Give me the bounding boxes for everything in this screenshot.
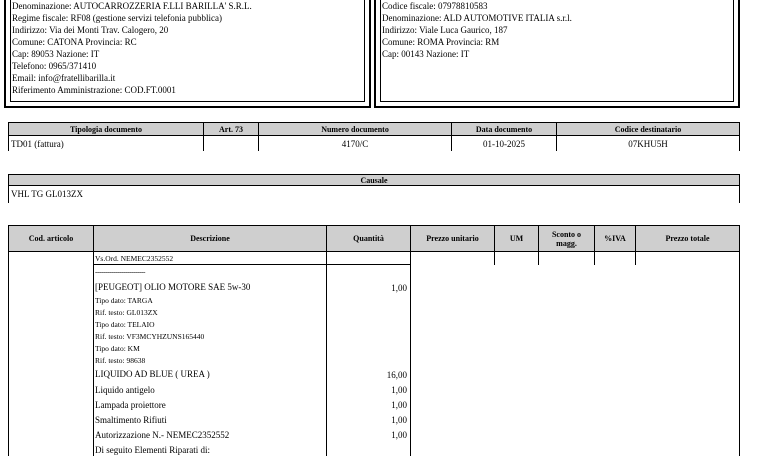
item-5-quantita: 1,00 (391, 415, 407, 425)
item-1-dettaglio: Tipo dato: TARGA (95, 296, 153, 305)
cessionario-cap: Cap: 00143 Nazione: IT (382, 49, 470, 59)
ordine-riferimento: Vs.Ord. NEMEC2352552 (95, 254, 174, 263)
col-line (594, 252, 595, 265)
cessionario-comune: Comune: ROMA Provincia: RM (382, 37, 500, 47)
col-prezzo-unitario: Prezzo unitario (411, 226, 495, 251)
col-descrizione: Descrizione (94, 226, 327, 251)
separatore: ------------------------- (95, 267, 145, 276)
header-tipologia: Tipologia documento (9, 123, 204, 136)
cessionario-box (374, 0, 740, 108)
col-um: UM (495, 226, 539, 251)
item-1-quantita: 1,00 (391, 283, 407, 293)
header-data: Data documento (452, 123, 557, 136)
item-6-descrizione: Autorizzazione N.- NEMEC2352552 (95, 430, 230, 440)
item-1-descrizione: [PEUGEOT] OLIO MOTORE SAE 5w-30 (95, 282, 251, 292)
item-3-descrizione: Liquido antigelo (95, 385, 155, 395)
item-1-dettaglio: Rif. testo: GL013ZX (95, 308, 158, 317)
item-4-descrizione: Lampada proiettore (95, 400, 166, 410)
cessionario-indirizzo: Indirizzo: Viale Luca Gaurico, 187 (382, 25, 508, 35)
doc-tipologia: TD01 (fattura) (9, 136, 204, 152)
cedente-comune: Comune: CATONA Provincia: RC (12, 37, 137, 47)
col-line (410, 252, 411, 456)
item-6-quantita: 1,00 (391, 430, 407, 440)
cessionario-denominazione: Denominazione: ALD AUTOMOTIVE ITALIA s.r.l. (382, 13, 572, 23)
cessionario-codice-fiscale: Codice fiscale: 07978810583 (382, 1, 488, 11)
header-codice-destinatario: Codice destinatario (557, 123, 740, 136)
causale-value: VHL TG GL013ZX (8, 186, 740, 203)
righe-header (8, 225, 740, 252)
documento-table (8, 122, 740, 151)
cedente-cap: Cap: 89053 Nazione: IT (12, 49, 100, 59)
cedente-denominazione: Denominazione: AUTOCARROZZERIA F.LLI BARILLA' S.R.L. (12, 1, 252, 11)
cedente-email: Email: info@fratellibarilla.it (12, 73, 116, 83)
header-art73: Art. 73 (204, 123, 259, 136)
causale-header: Causale (8, 174, 740, 186)
row-separator (93, 264, 410, 265)
col-prezzo-totale: Prezzo totale (665, 234, 710, 243)
doc-numero: 4170/C (259, 136, 452, 152)
col-line (635, 252, 636, 265)
item-4-quantita: 1,00 (391, 400, 407, 410)
col-quantita: Quantità (327, 226, 411, 251)
item-1-dettaglio: Rif. testo: 98638 (95, 356, 146, 365)
col-iva: %IVA (595, 226, 636, 251)
item-7-descrizione: Di seguito Elementi Riparati di: (95, 445, 210, 455)
item-2-descrizione: LIQUIDO AD BLUE ( UREA ) (95, 369, 210, 379)
item-3-quantita: 1,00 (391, 385, 407, 395)
cedente-box (4, 0, 371, 108)
header-numero: Numero documento (259, 123, 452, 136)
item-1-dettaglio: Tipo dato: TELAIO (95, 320, 155, 329)
cedente-indirizzo: Indirizzo: Via dei Monti Trav. Calogero, 20 (12, 25, 169, 35)
cedente-riferimento: Riferimento Amministrazione: COD.FT.0001 (12, 85, 176, 95)
cedente-regime: Regime fiscale: RF08 (gestione servizi telefonia pubblica) (12, 13, 222, 23)
col-line (538, 252, 539, 265)
cedente-telefono: Telefono: 0965/371410 (12, 61, 97, 71)
item-1-dettaglio: Tipo dato: KM (95, 344, 140, 353)
doc-art73 (204, 136, 259, 152)
item-1-dettaglio: Rif. testo: VF3MCYHZUNS165440 (95, 332, 205, 341)
col-sconto: Sconto o magg. (539, 226, 595, 251)
item-5-descrizione: Smaltimento Rifiuti (95, 415, 167, 425)
col-line (739, 252, 740, 456)
col-cod-articolo: Cod. articolo (9, 226, 94, 251)
doc-codice-destinatario: 07KHU5H (557, 136, 740, 152)
col-line (494, 252, 495, 265)
doc-data: 01-10-2025 (452, 136, 557, 152)
item-2-quantita: 16,00 (386, 370, 407, 380)
